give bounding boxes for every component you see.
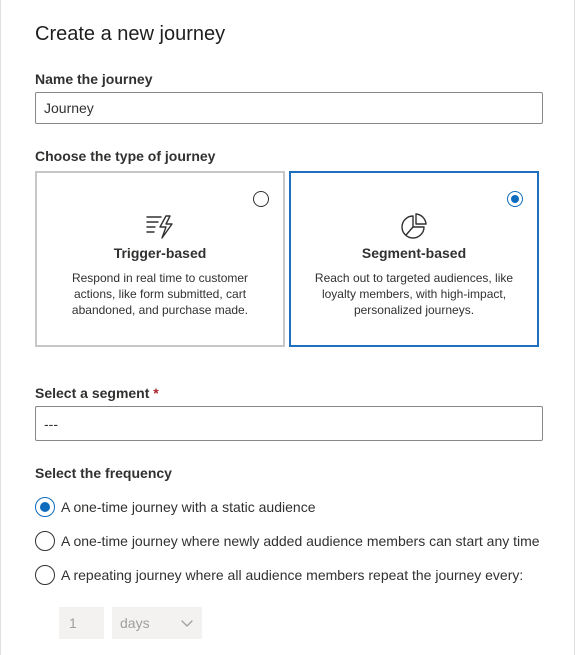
segment-based-card[interactable] [289,171,539,347]
segment-based-description: Reach out to targeted audiences, like loyalty members, with high-impact, personalized journeys. [314,271,514,317]
frequency-option-dynamic[interactable] [35,531,540,551]
segment-based-radio[interactable] [507,191,523,207]
required-marker: * [153,385,159,401]
repeat-unit-value: days [120,615,150,631]
lightning-lines-icon [145,211,175,241]
frequency-radio-repeating[interactable] [35,565,55,585]
frequency-option-static[interactable] [35,497,315,517]
segment-based-title: Segment-based [361,245,467,261]
trigger-based-title: Trigger-based [113,245,207,261]
frequency-option-repeating[interactable] [35,565,523,585]
page-title: Create a new journey [35,23,226,45]
frequency-option-label: A one-time journey with a static audience [61,499,316,515]
frequency-option-label: A one-time journey where newly added audience members can start any time [61,533,540,549]
chevron-down-icon [180,616,194,630]
pie-chart-icon [399,211,429,241]
frequency-label: Select the frequency [35,465,172,481]
repeat-unit-dropdown[interactable] [112,607,202,639]
segment-label-text: Select a segment [35,385,150,401]
frequency-option-label: A repeating journey where all audience members repeat the journey every: [61,567,524,583]
trigger-based-description: Respond in real time to customer actions, like form submitted, cart abandoned, and purchase made. [71,271,249,317]
frequency-radio-dynamic[interactable] [35,531,55,551]
segment-input[interactable] [35,406,543,441]
frequency-radio-static[interactable] [35,497,55,517]
journey-name-input[interactable] [35,92,543,124]
segment-label [35,385,159,401]
journey-type-label: Choose the type of journey [35,148,216,164]
journey-name-label: Name the journey [35,71,153,87]
repeat-count-input[interactable] [59,607,104,639]
trigger-based-radio[interactable] [253,191,269,207]
trigger-based-card[interactable] [35,171,285,347]
